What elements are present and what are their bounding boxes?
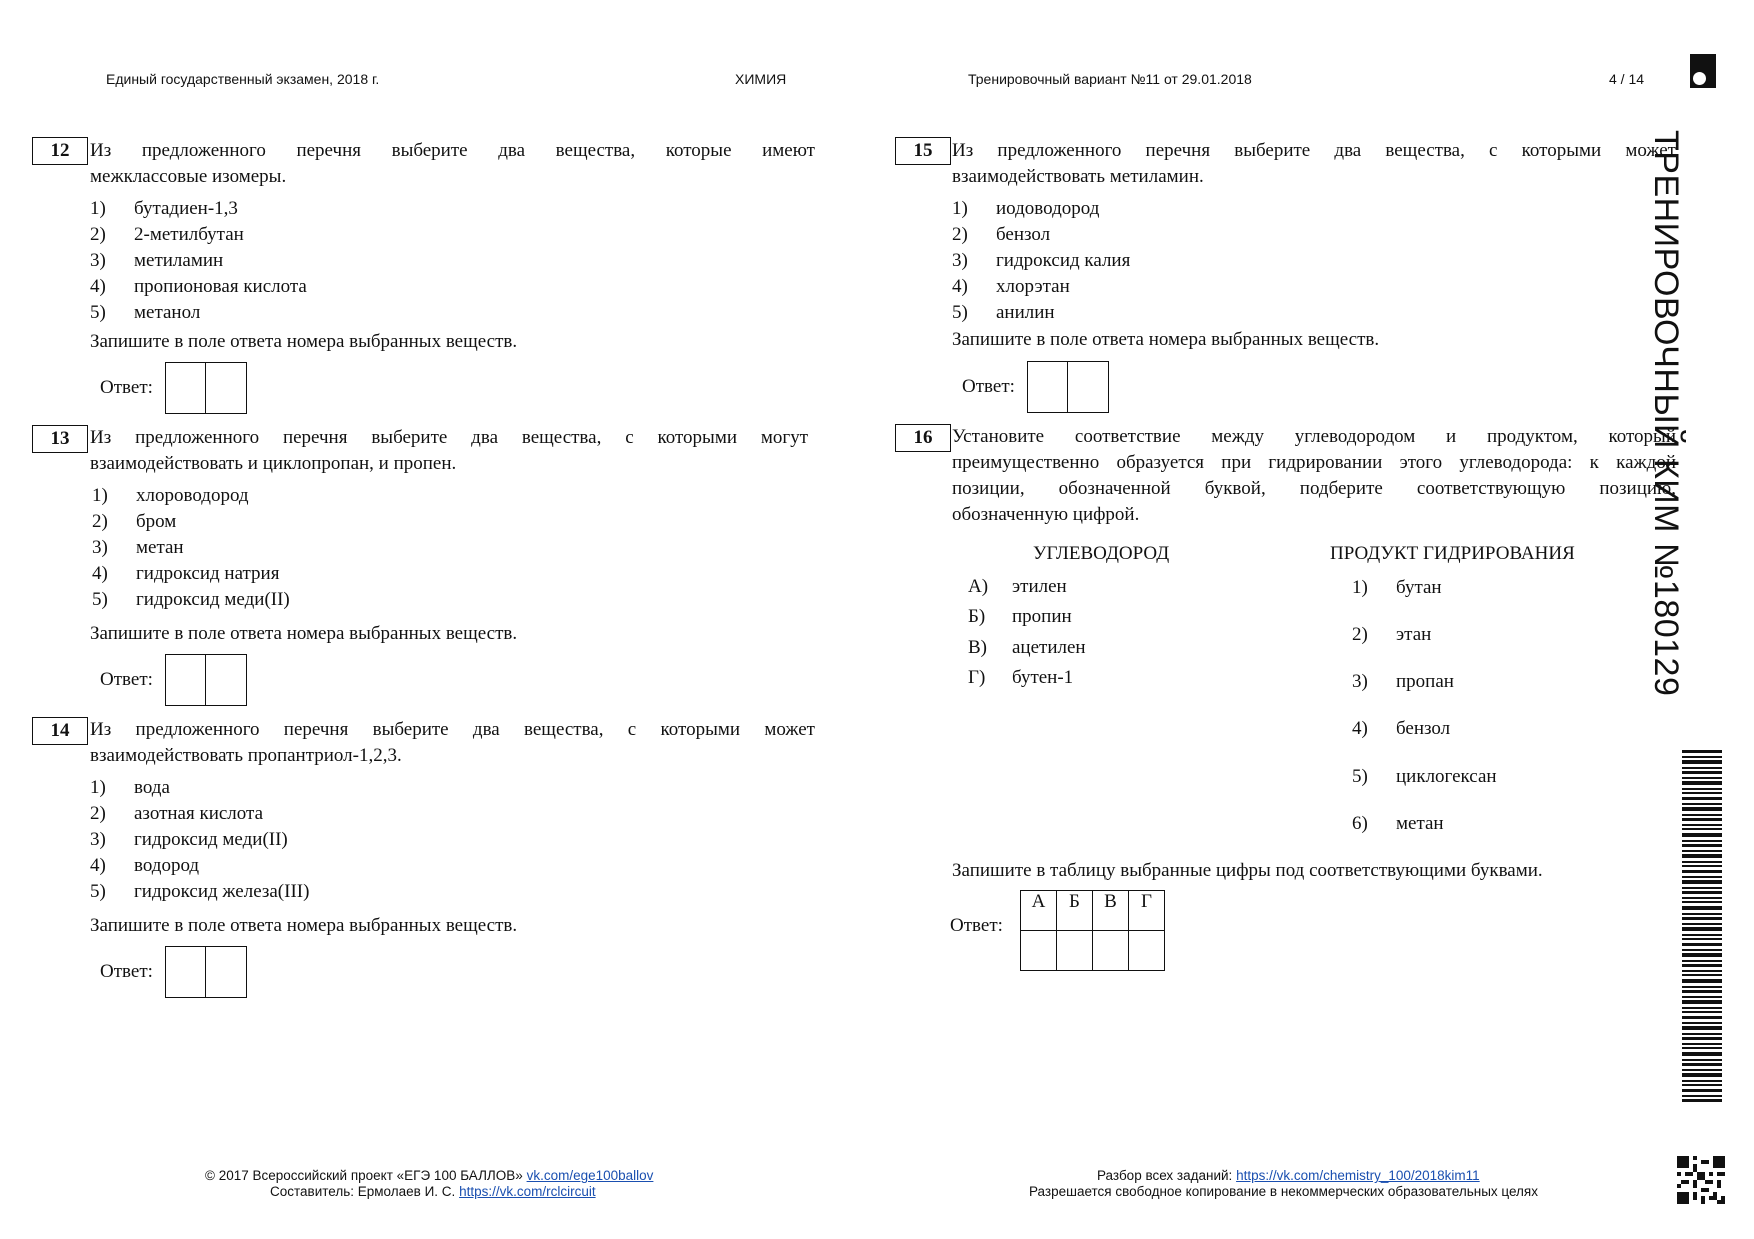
table-header-cell: В	[1093, 891, 1129, 931]
footer-link-solutions[interactable]: https://vk.com/chemistry_100/2018kim11	[1236, 1168, 1480, 1183]
match-right-item: 4) бензол	[1352, 718, 1451, 739]
match-left-item: А) этилен	[968, 576, 1067, 597]
answer-cell[interactable]	[1027, 361, 1068, 413]
task-15-text	[952, 138, 1676, 190]
list-item: 2) азотная кислота	[90, 803, 264, 824]
task-13-text	[90, 425, 808, 477]
side-title: ТРЕНИРОВОЧНЫЙ КИМ №180129	[1647, 130, 1685, 697]
list-item: 2) бром	[92, 511, 177, 532]
column-header-product: ПРОДУКТ ГИДРИРОВАНИЯ	[1330, 543, 1575, 564]
answer-cell[interactable]	[206, 362, 247, 414]
match-right-item: 3) пропан	[1352, 671, 1454, 692]
list-item: 3) гидроксид меди(II)	[90, 829, 288, 850]
task-15-instruction: Запишите в поле ответа номера выбранных веществ.	[952, 329, 1380, 350]
task-12-text	[90, 138, 815, 190]
header-variant: Тренировочный вариант №11 от 29.01.2018	[968, 71, 1252, 87]
list-item: 3) гидроксид калия	[952, 250, 1131, 271]
task-12-line2: межклассовые изомеры.	[90, 166, 287, 187]
header-subject: ХИМИЯ	[735, 71, 787, 87]
task-16-line1: Установите соответствие между углеводородом и продуктом, который	[952, 426, 1676, 447]
task-16-line2: преимущественно образуется при гидрировании этого углеводорода: к каждой	[952, 452, 1676, 473]
answer-label: Ответ:	[950, 915, 1003, 936]
match-right-item: 2) этан	[1352, 624, 1432, 645]
list-item: 5) гидроксид меди(II)	[92, 589, 290, 610]
header-exam-title: Единый государственный экзамен, 2018 г.	[106, 71, 380, 87]
list-item: 3) метиламин	[90, 250, 224, 271]
task-14-answer	[100, 946, 247, 998]
task-number-12: 12	[32, 137, 88, 165]
task-number-14: 14	[32, 717, 88, 745]
task-13-line1: Из предложенного перечня выберите два вещества, с которыми могут	[90, 427, 808, 448]
list-item: 4) гидроксид натрия	[92, 563, 280, 584]
task-13-answer	[100, 654, 247, 706]
answer-cell[interactable]	[1057, 931, 1093, 971]
footer-right-line2: Разрешается свободное копирование в некоммерческих образовательных целях	[1029, 1184, 1538, 1199]
task-15-answer	[962, 361, 1109, 413]
task-14-text	[90, 717, 815, 769]
list-item: 1) бутадиен-1,3	[90, 198, 238, 219]
answer-cell[interactable]	[165, 362, 206, 414]
list-item: 1) хлороводород	[92, 485, 249, 506]
answer-cell[interactable]	[1093, 931, 1129, 971]
list-item: 5) анилин	[952, 302, 1055, 323]
answer-cell[interactable]	[1021, 931, 1057, 971]
footer-right-line1: Разбор всех заданий: https://vk.com/chemistry_100/2018kim11	[1097, 1168, 1480, 1183]
footer-link-project[interactable]: vk.com/ege100ballov	[526, 1168, 654, 1183]
header-page-number: 4 / 14	[1609, 71, 1645, 87]
qr-code-icon	[1677, 1156, 1725, 1204]
column-header-hydrocarbon: УГЛЕВОДОРОД	[1033, 543, 1170, 564]
answer-cell[interactable]	[1068, 361, 1109, 413]
footer-left-line1: © 2017 Всероссийский проект «ЕГЭ 100 БАЛЛОВ» vk.com/ege100ballov	[205, 1168, 654, 1183]
task-16-line4: обозначенную цифрой.	[952, 504, 1140, 525]
answer-label: Ответ:	[100, 377, 153, 398]
list-item: 1) вода	[90, 777, 170, 798]
table-header-cell: Г	[1129, 891, 1165, 931]
task-14-options	[90, 775, 309, 905]
list-item: 4) водород	[90, 855, 200, 876]
task-15-line1: Из предложенного перечня выберите два вещества, с которыми может	[952, 140, 1676, 161]
task-16-text	[952, 424, 1676, 528]
answer-label: Ответ:	[962, 376, 1015, 397]
list-item: 4) пропионовая кислота	[90, 276, 307, 297]
match-left-item: В) ацетилен	[968, 637, 1086, 658]
task-14-instruction: Запишите в поле ответа номера выбранных веществ.	[90, 915, 518, 936]
task-13-instruction: Запишите в поле ответа номера выбранных веществ.	[90, 623, 518, 644]
task-14-line1: Из предложенного перечня выберите два вещества, с которыми может	[90, 719, 815, 740]
match-right-item: 1) бутан	[1352, 577, 1442, 598]
answer-label: Ответ:	[100, 961, 153, 982]
task-number-16: 16	[895, 424, 951, 452]
match-right-item: 5) циклогексан	[1352, 766, 1497, 787]
match-right-item: 6) метан	[1352, 813, 1444, 834]
task-12-instruction: Запишите в поле ответа номера выбранных веществ.	[90, 331, 518, 352]
answer-cell[interactable]	[206, 654, 247, 706]
list-item: 2) бензол	[952, 224, 1051, 245]
task-16-line3: позиции, обозначенной буквой, подберите соответствующую позицию,	[952, 478, 1676, 499]
answer-label: Ответ:	[100, 669, 153, 690]
footer-left-line2: Составитель: Ермолаев И. С. https://vk.com/rclcircuit	[270, 1184, 596, 1199]
task-13-options	[92, 483, 290, 613]
barcode-icon	[1682, 750, 1722, 1102]
answer-cell[interactable]	[165, 654, 206, 706]
list-item: 1) иодоводород	[952, 198, 1100, 219]
task-13-line2: взаимодействовать и циклопропан, и пропен.	[90, 453, 457, 474]
corner-marker-icon	[1690, 54, 1716, 88]
list-item: 5) метанол	[90, 302, 201, 323]
task-14-line2: взаимодействовать пропантриол-1,2,3.	[90, 745, 402, 766]
table-header-cell: А	[1021, 891, 1057, 931]
task-12-options	[90, 196, 307, 326]
match-left-item: Б) пропин	[968, 606, 1072, 627]
task-15-line2: взаимодействовать метиламин.	[952, 166, 1204, 187]
match-left-item: Г) бутен-1	[968, 667, 1074, 688]
task-12-line1: Из предложенного перечня выберите два вещества, которые имеют	[90, 140, 815, 161]
task-16-instruction: Запишите в таблицу выбранные цифры под соответствующими буквами.	[952, 860, 1543, 881]
list-item: 3) метан	[92, 537, 184, 558]
answer-cell[interactable]	[206, 946, 247, 998]
task-15-options	[952, 196, 1130, 326]
list-item: 2) 2-метилбутан	[90, 224, 244, 245]
list-item: 5) гидроксид железа(III)	[90, 881, 310, 902]
answer-cell[interactable]	[1129, 931, 1165, 971]
task-number-15: 15	[895, 137, 951, 165]
table-header-cell: Б	[1057, 891, 1093, 931]
task-number-13: 13	[32, 425, 88, 453]
task-12-answer	[100, 362, 247, 414]
task-16-answer-table	[1020, 890, 1165, 971]
list-item: 4) хлорэтан	[952, 276, 1070, 297]
footer-link-author[interactable]: https://vk.com/rclcircuit	[459, 1184, 596, 1199]
answer-cell[interactable]	[165, 946, 206, 998]
